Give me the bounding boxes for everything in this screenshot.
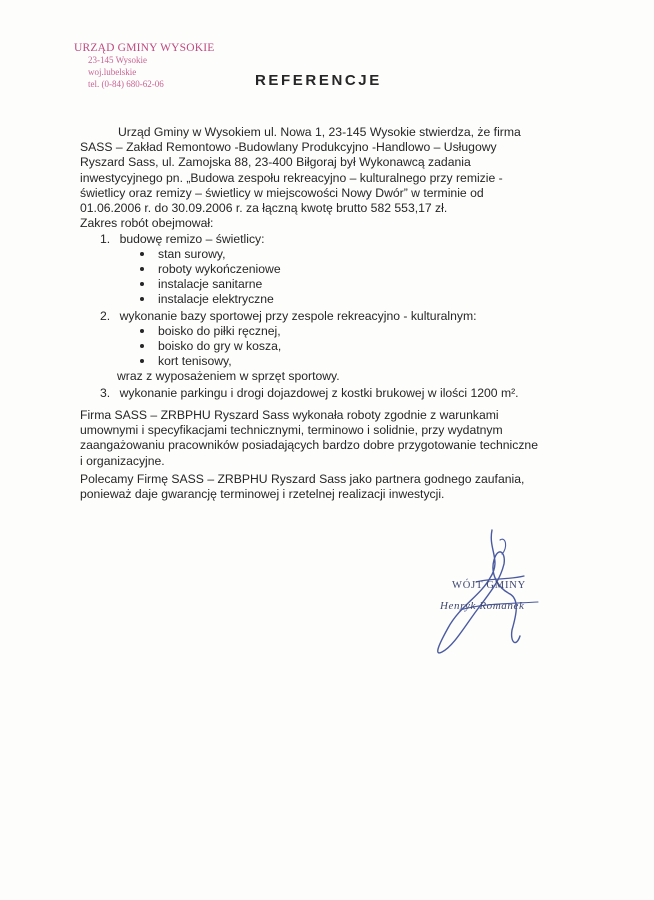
- scope-item-2: [100, 309, 477, 324]
- document-title: REFERENCJE: [255, 72, 382, 89]
- closing-line: i organizacyjne.: [80, 453, 165, 468]
- intro-line: Urząd Gminy w Wysokiem ul. Nowa 1, 23-145 Wysokie stwierdza, że firma: [118, 125, 521, 139]
- list-item: boisko do piłki ręcznej,: [140, 324, 281, 339]
- scope-tail: wraz z wyposażeniem w sprzęt sportowy.: [117, 369, 340, 383]
- list-item: kort tenisowy,: [140, 354, 232, 369]
- intro-paragraph: [80, 125, 580, 231]
- list-item: stan surowy,: [140, 247, 226, 262]
- stamp-name: URZĄD GMINY WYSOKIE: [74, 42, 215, 54]
- closing-line: umownymi i specyfikacjami technicznymi, terminowo i solidnie, przy wydatnym: [80, 423, 503, 438]
- recommendation-line: ponieważ daje gwarancję terminowej i rzetelnej realizacji inwestycji.: [80, 487, 445, 502]
- closing-line: zaangażowaniu pracowników posiadających bardzo dobre przygotowanie techniczne: [80, 438, 538, 453]
- list-item: boisko do gry w kosza,: [140, 339, 281, 354]
- scope-number: 3.: [100, 386, 111, 400]
- list-item: instalacje sanitarne: [140, 277, 262, 292]
- scope-item-1: [100, 232, 265, 247]
- scope-label: budowę remizo – świetlicy:: [119, 232, 265, 246]
- intro-line: inwestycyjnego pn. „Budowa zespołu rekreacyjno – kulturalnego przy remizie -: [80, 170, 503, 185]
- bullet-icon: [140, 252, 144, 256]
- list-item: instalacje elektryczne: [140, 292, 274, 307]
- list-item: roboty wykończeniowe: [140, 262, 281, 277]
- intro-line: świetlicy oraz remizy – świetlicy w miejscowości Nowy Dwór” w terminie od: [80, 185, 484, 200]
- stamp-region: woj.lubelskie: [88, 67, 137, 77]
- scope-number: 1.: [100, 232, 111, 246]
- scope-item-3: [100, 386, 519, 401]
- scope-label: wykonanie bazy sportowej przy zespole rekreacyjno - kulturalnym:: [119, 309, 477, 323]
- bullet-icon: [140, 267, 144, 271]
- intro-line: Ryszard Sass, ul. Zamojska 88, 23-400 Biłgoraj był Wykonawcą zadania: [80, 155, 471, 170]
- closing-paragraph: [80, 408, 580, 469]
- bullet-icon: [140, 329, 144, 333]
- recommendation-paragraph: [80, 472, 580, 502]
- intro-line: SASS – Zakład Remontowo -Budowlany Produkcyjno -Handlowo – Usługowy: [80, 140, 497, 155]
- scope-label: wykonanie parkingu i drogi dojazdowej z kostki brukowej w ilości 1200 m².: [119, 386, 519, 400]
- stamp-address: 23-145 Wysokie: [88, 55, 148, 65]
- bullet-icon: [140, 344, 144, 348]
- stamp-phone: tel. (0-84) 680-62-06: [88, 79, 164, 89]
- signature-title: WÓJT GMINY: [452, 580, 527, 591]
- recommendation-line: Polecamy Firmę SASS – ZRBPHU Ryszard Sass jako partnera godnego zaufania,: [80, 472, 525, 486]
- bullet-icon: [140, 297, 144, 301]
- bullet-icon: [140, 359, 144, 363]
- bullet-icon: [140, 282, 144, 286]
- intro-line: Zakres robót obejmował:: [80, 216, 214, 231]
- intro-line: 01.06.2006 r. do 30.09.2006 r. za łączną kwotę brutto 582 553,17 zł.: [80, 201, 448, 216]
- closing-line: Firma SASS – ZRBPHU Ryszard Sass wykonała roboty zgodnie z warunkami: [80, 408, 499, 422]
- office-stamp: [74, 42, 215, 90]
- scope-number: 2.: [100, 309, 111, 323]
- signature-name: Henryk Romanek: [440, 600, 525, 612]
